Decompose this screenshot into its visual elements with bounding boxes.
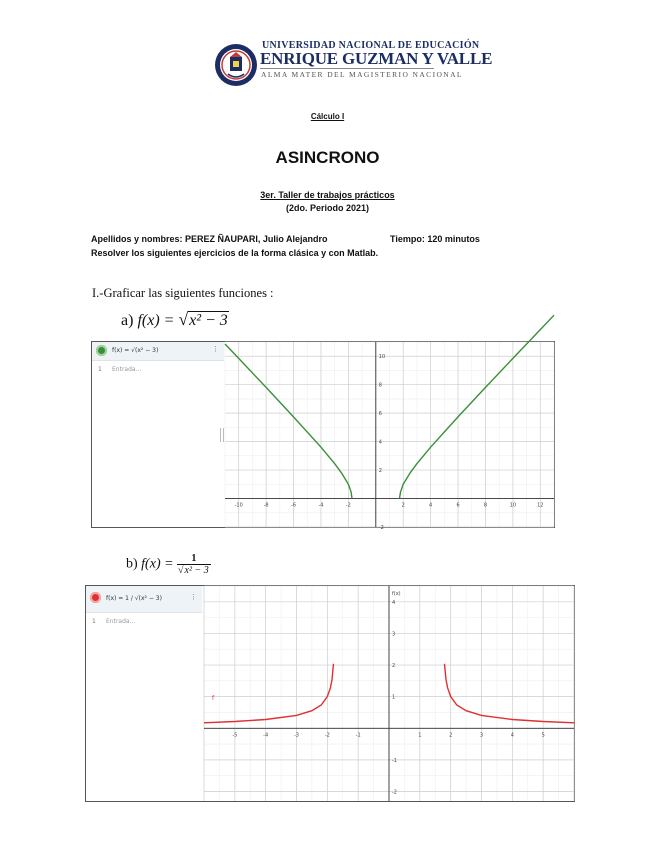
algebra-input-row-b[interactable] — [86, 613, 202, 631]
visibility-toggle-icon[interactable] — [90, 592, 101, 603]
y-tick-label: 4 — [392, 599, 396, 606]
y-axis-label: f(x) — [392, 591, 401, 597]
input-row-index: 1 — [92, 618, 96, 625]
x-tick-label: 8 — [483, 502, 488, 509]
function-curve — [225, 344, 352, 499]
function-curve — [445, 664, 575, 723]
algebra-input-a[interactable]: Entrada... — [112, 366, 142, 373]
x-tick-label: -8 — [263, 502, 269, 509]
section-heading: I.-Graficar las siguientes funciones : — [92, 286, 274, 300]
x-tick-label: -10 — [234, 502, 243, 509]
x-tick-label: 2 — [401, 502, 405, 509]
function-curve — [400, 315, 555, 498]
x-tick-label: -2 — [345, 502, 351, 509]
y-tick-label: -1 — [392, 757, 397, 764]
algebra-row-function-a[interactable] — [92, 342, 224, 361]
university-motto: ALMA MATER DEL MAGISTERIO NACIONAL — [261, 70, 463, 79]
algebra-view-a — [92, 342, 224, 527]
exercise-a-radicand: x² − 3 — [189, 312, 228, 329]
x-tick-label: -2 — [324, 732, 330, 739]
function-expression-b: f(x) = 1 / √(x² − 3) — [106, 595, 162, 602]
exercise-b-label: b) — [126, 556, 138, 572]
y-tick-label: 3 — [392, 631, 396, 638]
function-expression-a: f(x) = √(x² − 3) — [112, 347, 159, 354]
main-title: ASINCRONO — [275, 148, 380, 167]
x-tick-label: 10 — [509, 502, 517, 509]
y-tick-label: 2 — [392, 663, 396, 670]
geogebra-panel-b[interactable] — [85, 585, 575, 802]
exercise-b-denominator-group — [177, 565, 211, 576]
algebra-input-b[interactable]: Entrada... — [106, 618, 136, 625]
y-tick-label: -2 — [392, 789, 397, 796]
x-tick-label: 4 — [510, 732, 514, 739]
x-tick-label: -4 — [318, 502, 324, 509]
period-label: (2do. Periodo 2021) — [285, 203, 370, 213]
x-tick-label: -3 — [294, 732, 299, 739]
input-row-index: 1 — [98, 366, 102, 373]
university-name-line1: UNIVERSIDAD NACIONAL DE EDUCACIÓN — [262, 40, 480, 51]
university-name-line2: ENRIQUE GUZMAN Y VALLE — [260, 49, 493, 68]
x-tick-label: -1 — [355, 732, 361, 739]
y-tick-label: 8 — [378, 382, 382, 389]
algebra-row-function-b[interactable] — [86, 586, 202, 613]
exercise-b-numerator: 1 — [177, 553, 211, 565]
y-tick-label: 1 — [392, 694, 396, 701]
exercise-a-label: a) — [121, 312, 134, 329]
y-tick-label: 2 — [378, 468, 382, 475]
sqrt-icon: √ — [178, 309, 189, 329]
university-seal-icon — [214, 40, 258, 90]
algebra-view-b — [86, 586, 202, 801]
x-tick-label: 6 — [456, 502, 460, 509]
curve-label: f — [212, 694, 215, 702]
graphics-view-a[interactable] — [225, 342, 554, 531]
function-curve — [204, 664, 334, 723]
y-tick-label: 10 — [378, 354, 386, 361]
exercise-b-fraction — [177, 553, 211, 576]
workshop-title: 3er. Taller de trabajos prácticos — [260, 190, 395, 200]
y-tick-label: 6 — [378, 411, 382, 418]
x-tick-label: 4 — [429, 502, 433, 509]
sqrt-icon: √ — [178, 565, 184, 576]
x-tick-label: 1 — [418, 732, 422, 739]
more-menu-icon[interactable]: ⋮ — [190, 593, 197, 601]
x-tick-label: -6 — [291, 502, 297, 509]
exercise-b-lhs: f(x) = — [141, 556, 174, 572]
x-tick-label: -5 — [232, 732, 238, 739]
x-tick-label: 3 — [479, 732, 484, 739]
x-tick-label: -4 — [263, 732, 269, 739]
y-tick-label: -2 — [378, 525, 384, 531]
geogebra-panel-a[interactable] — [91, 341, 555, 531]
student-info — [91, 234, 480, 244]
x-tick-label: 12 — [537, 502, 544, 509]
graphics-view-b[interactable] — [204, 586, 574, 801]
exercise-b-denominator: x² − 3 — [184, 565, 209, 576]
exercise-a — [121, 309, 229, 330]
student-name: Apellidos y nombres: PEREZ ÑAUPARI, Julio Alejandro — [91, 234, 328, 244]
exercise-b — [126, 553, 211, 576]
panel-resize-handle[interactable] — [220, 428, 224, 442]
more-menu-icon[interactable]: ⋮ — [212, 345, 219, 353]
header-divider — [260, 68, 434, 69]
course-title: Cálculo I — [310, 112, 345, 121]
visibility-toggle-icon[interactable] — [96, 345, 107, 356]
y-tick-label: 4 — [378, 439, 382, 446]
exercise-a-lhs: f(x) = — [137, 312, 175, 329]
x-tick-label: 2 — [449, 732, 453, 739]
x-tick-label: 5 — [541, 732, 545, 739]
instructions: Resolver los siguientes ejercicios de la forma clásica y con Matlab. — [91, 248, 379, 258]
algebra-input-row-a[interactable] — [92, 361, 224, 379]
time-limit: Tiempo: 120 minutos — [390, 234, 480, 244]
